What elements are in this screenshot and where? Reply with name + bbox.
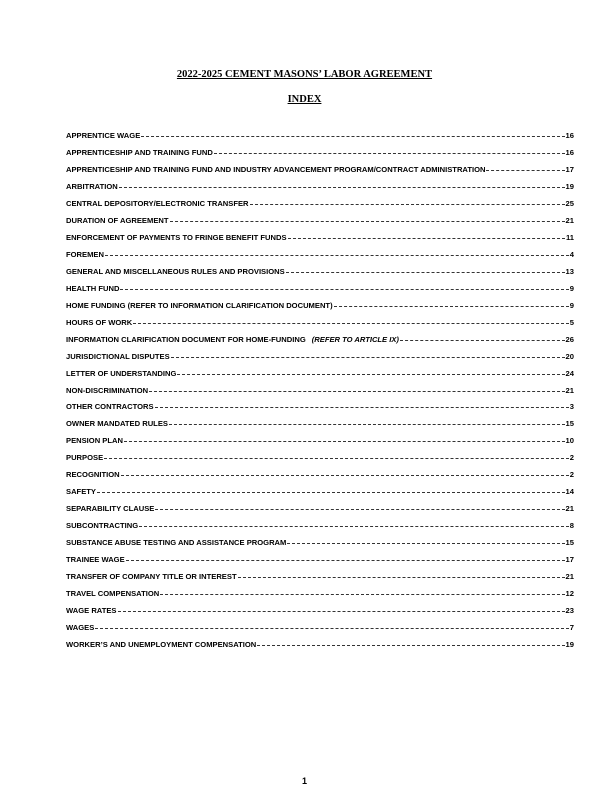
index-entry — [66, 212, 574, 229]
dot-leader — [139, 526, 569, 527]
index-entry-title: TRAINEE WAGE — [66, 555, 125, 565]
index-entry — [66, 144, 574, 161]
index-entry — [66, 229, 574, 246]
dot-leader — [169, 424, 565, 425]
index-entry-page: 21 — [565, 215, 574, 225]
index-entry-page: 24 — [565, 368, 574, 378]
index-entry-page: 20 — [565, 351, 574, 361]
index-entry-page: 14 — [565, 487, 574, 497]
dot-leader — [120, 289, 568, 290]
index-entry-title: GENERAL AND MISCELLANEOUS RULES AND PROVISIONS — [66, 266, 285, 276]
index-entry — [66, 195, 574, 212]
index-entry — [66, 500, 574, 517]
index-entry-page: 17 — [565, 555, 574, 565]
index-entry-title: WORKER’S AND UNEMPLOYMENT COMPENSATION — [66, 640, 257, 650]
dot-leader — [95, 628, 568, 629]
index-entry-page: 15 — [565, 538, 574, 548]
index-entry-page: 9 — [569, 300, 574, 310]
index-entry-page: 17 — [565, 164, 574, 174]
index-entry-page: 23 — [565, 606, 574, 616]
index-entry-title: SUBSTANCE ABUSE TESTING AND ASSISTANCE PROGRAM — [66, 538, 287, 548]
index-entry-title: OTHER CONTRACTORS — [66, 402, 154, 412]
index-entry-title: APPRENTICE WAGE — [66, 130, 141, 140]
index-entry — [66, 534, 574, 551]
index-entry-page: 21 — [565, 504, 574, 514]
index-entry-page: 4 — [569, 249, 574, 259]
index-entry-title: ARBITRATION — [66, 181, 118, 191]
index-entry-title: INFORMATION CLARIFICATION DOCUMENT FOR HOME-FUNDING — [66, 334, 306, 344]
index-entry — [66, 365, 574, 382]
index-entry-title: APPRENTICESHIP AND TRAINING FUND AND INDUSTRY ADVANCEMENT PROGRAM/CONTRACT ADMINISTRATION — [66, 164, 486, 174]
index-entry-title: SAFETY — [66, 487, 96, 497]
dot-leader — [170, 221, 565, 222]
dot-leader — [287, 543, 564, 544]
index-entry-title: ENFORCEMENT OF PAYMENTS TO FRINGE BENEFIT FUNDS — [66, 232, 287, 242]
dot-leader — [119, 187, 565, 188]
dot-leader — [486, 170, 564, 171]
dot-leader — [155, 509, 564, 510]
index-entry-page: 7 — [569, 623, 574, 633]
index-entry-title: RECOGNITION — [66, 470, 120, 480]
dot-leader — [160, 594, 564, 595]
index-entry — [66, 585, 574, 602]
index-entry-title: CENTRAL DEPOSITORY/ELECTRONIC TRANSFER — [66, 198, 249, 208]
index-entry-title: TRAVEL COMPENSATION — [66, 589, 160, 599]
index-entry-title: OWNER MANDATED RULES — [66, 419, 168, 429]
index-entry-title: LETTER OF UNDERSTANDING — [66, 368, 177, 378]
index-entry-title: APPRENTICESHIP AND TRAINING FUND — [66, 147, 213, 157]
dot-leader — [141, 136, 564, 137]
index-entry-title: PURPOSE — [66, 453, 104, 463]
dot-leader — [334, 306, 569, 307]
index-entry — [66, 602, 574, 619]
index-entry — [66, 161, 574, 178]
dot-leader — [126, 560, 565, 561]
index-entry-page: 3 — [569, 402, 574, 412]
index-entry — [66, 314, 574, 331]
dot-leader — [155, 407, 569, 408]
index-entry-page: 8 — [569, 521, 574, 531]
index-entry — [66, 297, 574, 314]
index-entry-page: 16 — [565, 147, 574, 157]
index-entry-page: 11 — [565, 232, 574, 242]
dot-leader — [286, 272, 565, 273]
index-entry-page: 12 — [565, 589, 574, 599]
index-list — [66, 127, 574, 653]
index-entry-title: WAGE RATES — [66, 606, 117, 616]
index-entry — [66, 517, 574, 534]
index-entry-page: 19 — [565, 640, 574, 650]
index-entry-page: 13 — [565, 266, 574, 276]
index-entry-title: HOME FUNDING (REFER TO INFORMATION CLARIFICATION DOCUMENT) — [66, 300, 333, 310]
page-number: 1 — [301, 776, 307, 786]
index-entry — [66, 568, 574, 585]
index-entry — [66, 331, 574, 348]
index-entry — [66, 348, 574, 365]
index-entry-title: SEPARABILITY CLAUSE — [66, 504, 155, 514]
dot-leader — [238, 577, 565, 578]
index-entry — [66, 399, 574, 416]
dot-leader — [97, 492, 565, 493]
index-entry-page: 16 — [565, 130, 574, 140]
dot-leader — [105, 255, 569, 256]
index-entry-title: HOURS OF WORK — [66, 317, 133, 327]
index-entry-title: JURISDICTIONAL DISPUTES — [66, 351, 170, 361]
index-entry-page: 9 — [569, 283, 574, 293]
index-entry-note: (REFER TO ARTICLE IX) — [311, 334, 399, 344]
index-entry-title: WAGES — [66, 623, 95, 633]
dot-leader — [177, 374, 564, 375]
index-entry-title: FOREMEN — [66, 249, 104, 259]
dot-leader — [149, 391, 564, 392]
dot-leader — [400, 340, 565, 341]
dot-leader — [104, 458, 569, 459]
dot-leader — [171, 357, 565, 358]
index-entry — [66, 551, 574, 568]
index-entry-title: PENSION PLAN — [66, 436, 123, 446]
index-entry-title: DURATION OF AGREEMENT — [66, 215, 169, 225]
index-entry-page: 2 — [569, 470, 574, 480]
index-entry-page: 25 — [565, 198, 574, 208]
index-entry — [66, 246, 574, 263]
index-entry — [66, 127, 574, 144]
dot-leader — [133, 323, 569, 324]
dot-leader — [121, 475, 569, 476]
dot-leader — [124, 441, 565, 442]
dot-leader — [250, 204, 565, 205]
dot-leader — [288, 238, 565, 239]
index-entry-title: HEALTH FUND — [66, 283, 120, 293]
index-entry-page: 26 — [565, 334, 574, 344]
index-entry — [66, 415, 574, 432]
index-entry — [66, 432, 574, 449]
index-heading: INDEX — [287, 94, 322, 105]
index-entry — [66, 636, 574, 653]
index-entry-page: 15 — [565, 419, 574, 429]
index-entry — [66, 619, 574, 636]
index-entry — [66, 449, 574, 466]
index-entry — [66, 280, 574, 297]
index-entry-page: 5 — [569, 317, 574, 327]
index-entry-page: 10 — [565, 436, 574, 446]
document-title: 2022-2025 CEMENT MASONS’ LABOR AGREEMENT — [176, 69, 433, 80]
dot-leader — [118, 611, 565, 612]
index-entry-page: 2 — [569, 453, 574, 463]
index-entry-page: 21 — [565, 385, 574, 395]
index-entry — [66, 382, 574, 399]
index-entry — [66, 263, 574, 280]
index-entry-title: SUBCONTRACTING — [66, 521, 139, 531]
dot-leader — [214, 153, 565, 154]
index-entry-page: 19 — [565, 181, 574, 191]
index-entry-page: 21 — [565, 572, 574, 582]
index-entry — [66, 483, 574, 500]
index-entry-title: NON-DISCRIMINATION — [66, 385, 149, 395]
index-entry — [66, 466, 574, 483]
index-entry — [66, 178, 574, 195]
dot-leader — [257, 645, 564, 646]
index-entry-title: TRANSFER OF COMPANY TITLE OR INTEREST — [66, 572, 237, 582]
